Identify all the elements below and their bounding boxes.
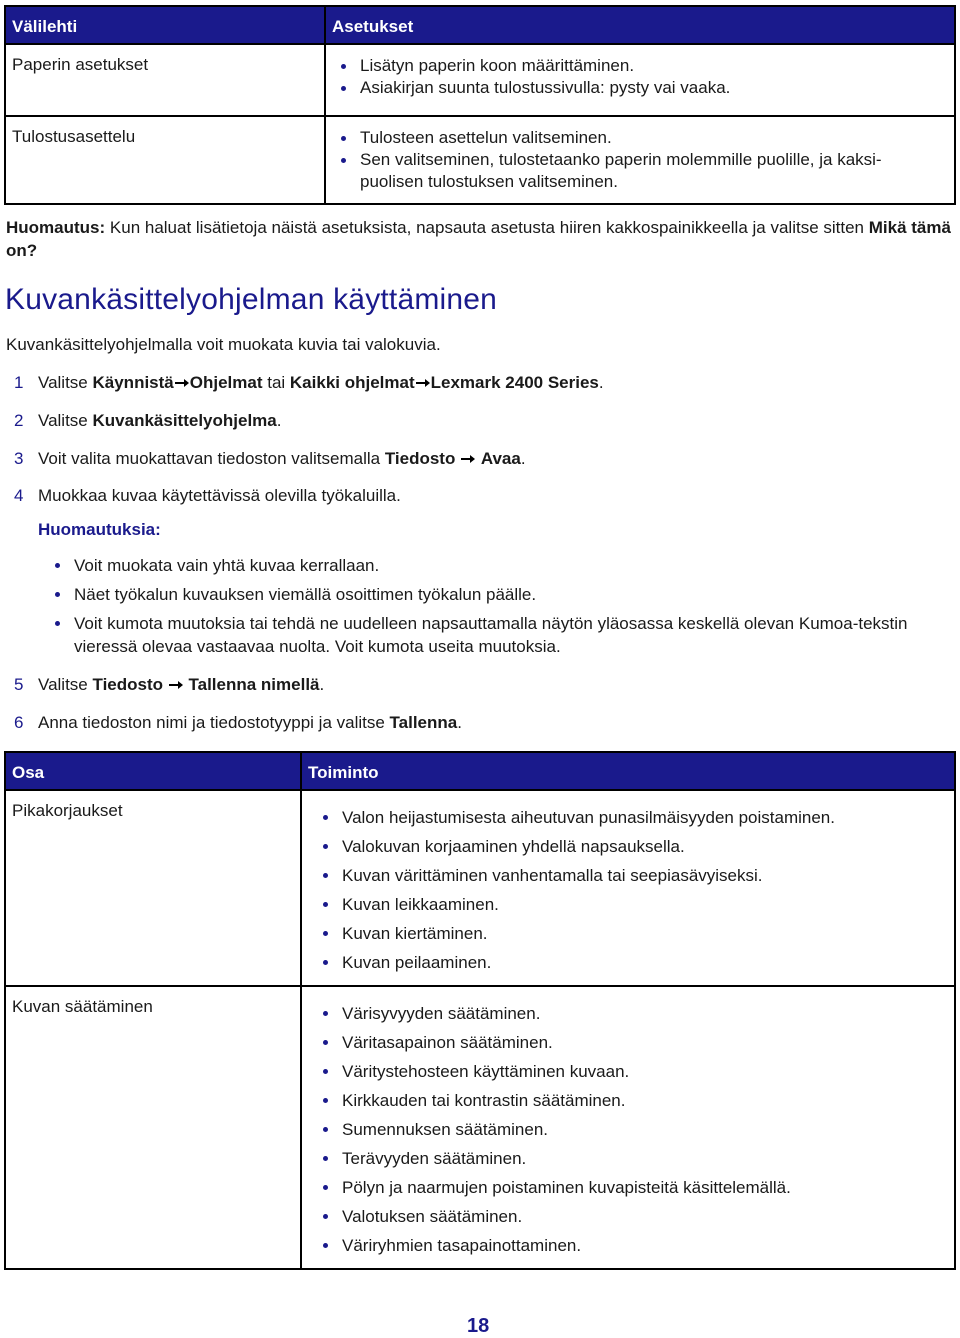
step-5: 5 Valitse Tiedosto Tallenna nimellä.	[14, 675, 325, 694]
note-label: Huomautus:	[6, 218, 106, 237]
row-content	[301, 986, 955, 1269]
list-item: Tulosteen asettelun valitseminen.	[336, 127, 948, 149]
list-item: Voit kumota muutoksia tai tehdä ne uudelleen napsauttamalla näytön yläosassa keskellä olevan Kumoa-tekstin vieressä olevaa vastaavaa nuolta. Voit kumota useita muutoksia.	[50, 612, 950, 658]
list-item: Kirkkauden tai kontrastin säätäminen.	[318, 1086, 948, 1115]
note-bold-end: Mikä tämä on?	[6, 218, 951, 260]
row-label: Kuvan säätäminen	[5, 986, 301, 1269]
note-paragraph	[6, 216, 956, 262]
list-item: Voit muokata vain yhtä kuvaa kerrallaan.	[50, 554, 950, 577]
tools-table	[4, 751, 956, 1270]
step-number: 1	[14, 373, 24, 392]
row-content	[301, 790, 955, 986]
step-number: 4	[14, 486, 24, 505]
arrow-right-icon	[169, 680, 183, 690]
arrow-right-icon	[175, 378, 189, 388]
step-number: 6	[14, 713, 24, 732]
list-item: Lisätyn paperin koon määrittäminen.	[336, 55, 948, 77]
row-content	[325, 116, 955, 204]
step-number: 3	[14, 449, 24, 468]
step-2: 2 Valitse Kuvankäsittelyohjelma.	[14, 411, 282, 430]
step-number: 2	[14, 411, 24, 430]
column-header-tab: Välilehti	[5, 6, 325, 44]
column-header-function: Toiminto	[301, 752, 955, 790]
arrow-right-icon	[461, 454, 475, 464]
table-row	[5, 116, 955, 204]
column-header-part: Osa	[5, 752, 301, 790]
notes-list	[50, 554, 950, 664]
list-item: Kuvan kiertäminen.	[318, 919, 948, 948]
table-row	[5, 44, 955, 116]
list-item: Terävyyden säätäminen.	[318, 1144, 948, 1173]
table-header-row	[5, 752, 955, 790]
step-4: 4 Muokkaa kuvaa käytettävissä olevilla työkaluilla.	[14, 486, 401, 505]
list-item: Väriryhmien tasapainottaminen.	[318, 1231, 948, 1260]
list-item: Sen valitseminen, tulostetaanko paperin molemmille puolille, ja kaksi-puolisen tulostuksen valitseminen.	[336, 149, 948, 193]
notes-heading: Huomautuksia:	[38, 520, 161, 539]
column-header-settings: Asetukset	[325, 6, 955, 44]
list-item: Valon heijastumisesta aiheutuvan punasilmäisyyden poistaminen.	[318, 803, 948, 832]
row-label: Pikakorjaukset	[5, 790, 301, 986]
list-item: Valotuksen säätäminen.	[318, 1202, 948, 1231]
list-item: Valokuvan korjaaminen yhdellä napsauksella.	[318, 832, 948, 861]
list-item: Näet työkalun kuvauksen viemällä osoittimen työkalun päälle.	[50, 583, 950, 606]
list-item: Pölyn ja naarmujen poistaminen kuvapisteitä käsittelemällä.	[318, 1173, 948, 1202]
table-row	[5, 790, 955, 986]
settings-table	[4, 5, 956, 205]
list-item: Kuvan peilaaminen.	[318, 948, 948, 977]
step-number: 5	[14, 675, 24, 694]
row-label: Tulostusasettelu	[5, 116, 325, 204]
list-item: Kuvan värittäminen vanhentamalla tai seepiasävyiseksi.	[318, 861, 948, 890]
arrow-right-icon	[416, 378, 430, 388]
list-item: Asiakirjan suunta tulostussivulla: pysty vai vaaka.	[336, 77, 948, 99]
table-header-row	[5, 6, 955, 44]
row-content	[325, 44, 955, 116]
section-title: Kuvankäsittelyohjelman käyttäminen	[5, 283, 498, 316]
row-label: Paperin asetukset	[5, 44, 325, 116]
list-item: Väritasapainon säätäminen.	[318, 1028, 948, 1057]
page-number: 18	[467, 1315, 490, 1337]
step-6: 6 Anna tiedoston nimi ja tiedostotyyppi ja valitse Tallenna.	[14, 713, 462, 732]
step-1: 1 Valitse Käynnistä Ohjelmat tai Kaikki ohjelmat Lexmark 2400 Series.	[14, 373, 604, 392]
step-3: 3 Voit valita muokattavan tiedoston valitsemalla Tiedosto Avaa.	[14, 449, 526, 468]
list-item: Kuvan leikkaaminen.	[318, 890, 948, 919]
list-item: Värisyvyyden säätäminen.	[318, 999, 948, 1028]
list-item: Sumennuksen säätäminen.	[318, 1115, 948, 1144]
list-item: Väritystehosteen käyttäminen kuvaan.	[318, 1057, 948, 1086]
note-text: Kun haluat lisätietoja näistä asetuksista, napsauta asetusta hiiren kakkospainikkeella ja valitse sitten	[105, 218, 869, 237]
table-row	[5, 986, 955, 1269]
section-intro: Kuvankäsittelyohjelmalla voit muokata kuvia tai valokuvia.	[6, 335, 441, 354]
